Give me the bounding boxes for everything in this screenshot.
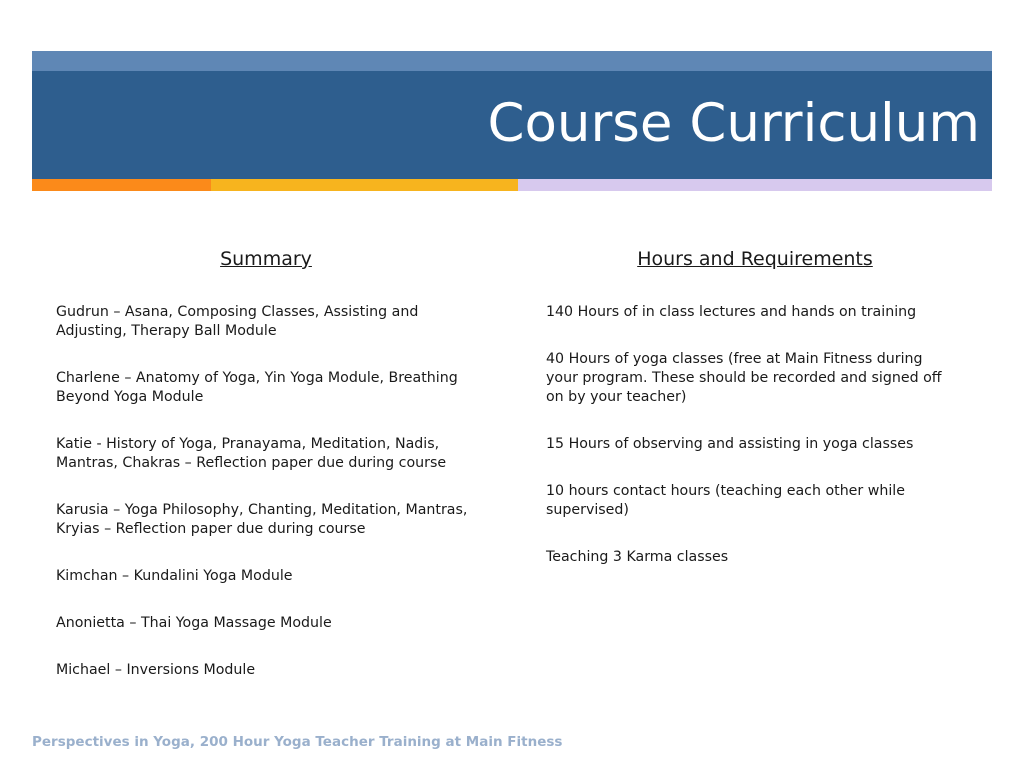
header-band	[32, 71, 992, 179]
requirement-item: 140 Hours of in class lectures and hands on training	[546, 304, 917, 320]
requirement-item: 40 Hours of yoga classes (free at Main Fitness during your program. These should be recorded and signed off on by your teacher)	[546, 351, 942, 405]
accent-bar-orange	[32, 179, 211, 191]
summary-item: Karusia – Yoga Philosophy, Chanting, Meditation, Mantras, Kryias – Reflection paper due during course	[56, 502, 468, 537]
requirement-item: 10 hours contact hours (teaching each other while supervised)	[546, 483, 905, 518]
summary-item: Charlene – Anatomy of Yoga, Yin Yoga Module, Breathing Beyond Yoga Module	[56, 370, 458, 405]
header-top-strip	[32, 51, 992, 71]
summary-item: Anonietta – Thai Yoga Massage Module	[56, 615, 332, 631]
footer-text: Perspectives in Yoga, 200 Hour Yoga Teacher Training at Main Fitness	[32, 734, 563, 750]
summary-item: Kimchan – Kundalini Yoga Module	[56, 568, 293, 584]
requirements-list	[546, 303, 966, 567]
requirement-item: Teaching 3 Karma classes	[546, 549, 729, 565]
summary-list	[56, 303, 476, 680]
requirement-item: 15 Hours of observing and assisting in yoga classes	[546, 436, 914, 452]
summary-heading: Summary	[220, 248, 312, 270]
summary-column	[56, 246, 476, 708]
accent-bar-yellow	[211, 179, 518, 191]
requirements-heading: Hours and Requirements	[637, 248, 873, 270]
accent-bar-lavender	[518, 179, 992, 191]
summary-item: Katie - History of Yoga, Pranayama, Meditation, Nadis, Mantras, Chakras – Reflection paper due during course	[56, 436, 447, 471]
summary-item: Michael – Inversions Module	[56, 662, 256, 678]
summary-item: Gudrun – Asana, Composing Classes, Assisting and Adjusting, Therapy Ball Module	[56, 304, 419, 339]
requirements-column	[546, 246, 966, 595]
slide-title: Course Curriculum	[487, 93, 980, 154]
